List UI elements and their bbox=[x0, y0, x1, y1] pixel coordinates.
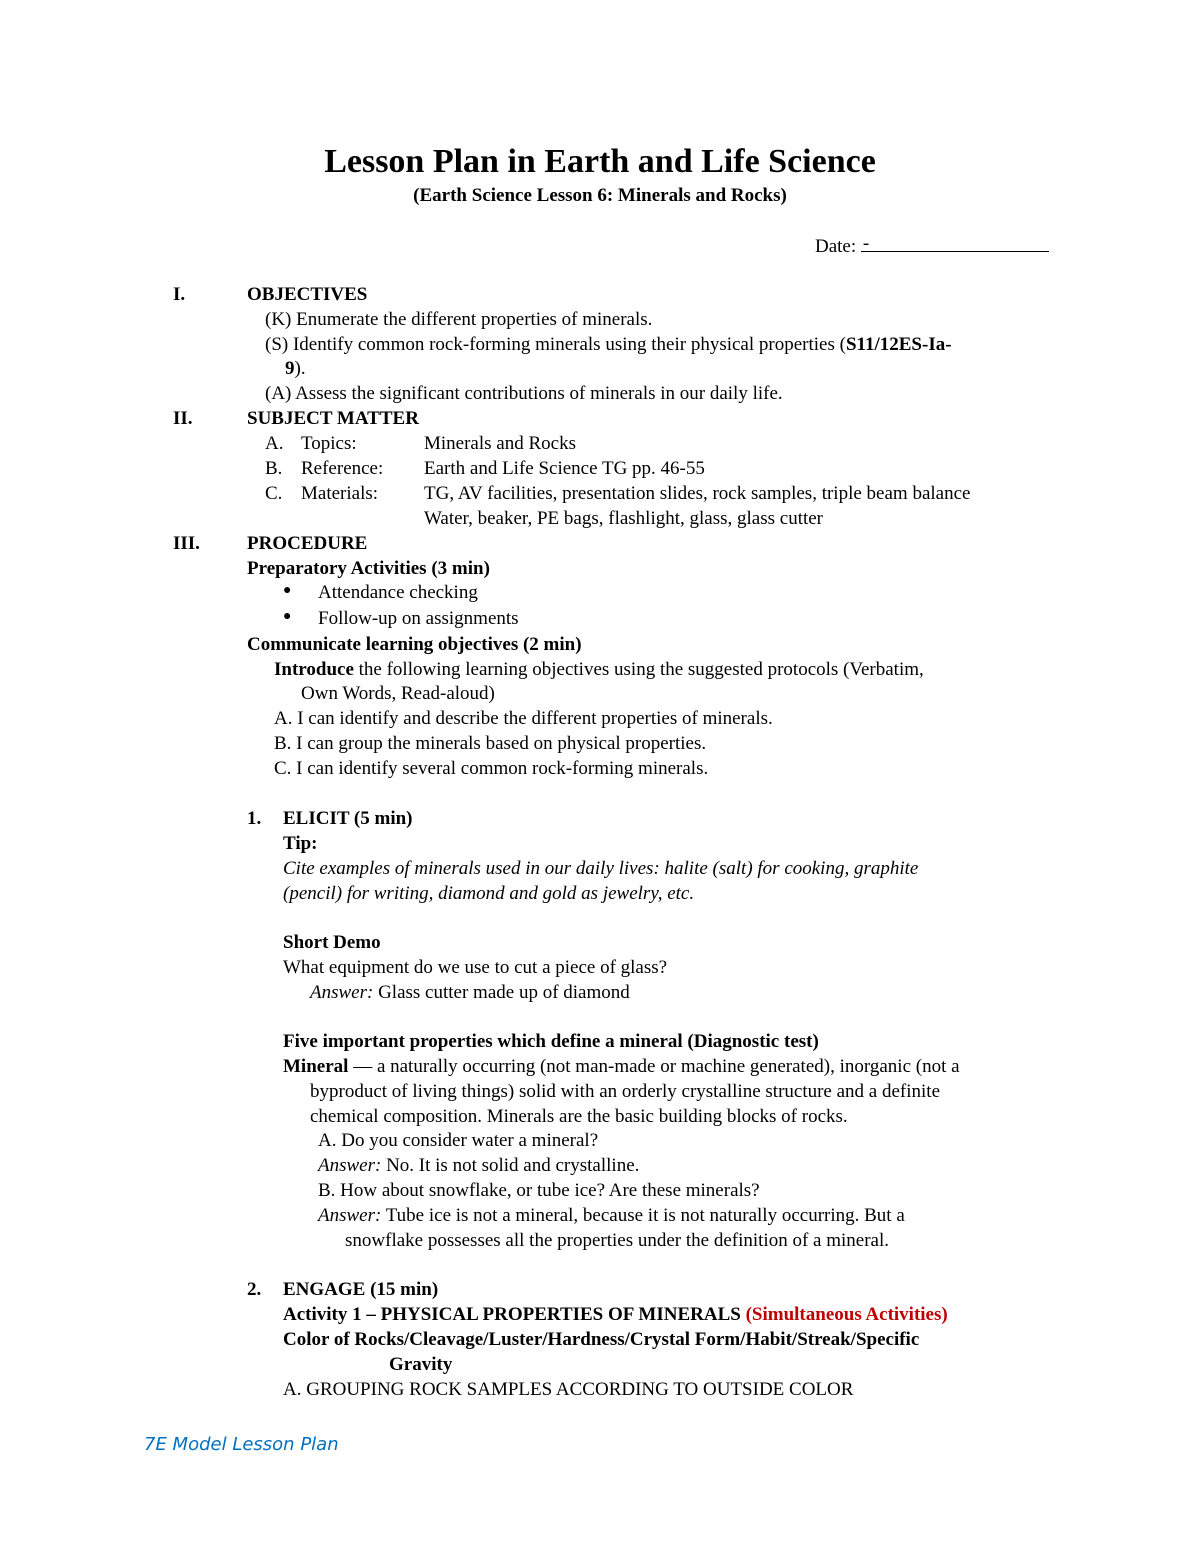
mineral-definition-3: chemical composition. Minerals are the basic building blocks of rocks. bbox=[310, 1106, 848, 1127]
answer-b-label: Answer: bbox=[318, 1205, 382, 1226]
subject-topics-label: Topics: bbox=[301, 433, 357, 454]
short-demo-label: Short Demo bbox=[283, 932, 381, 953]
page-title: Lesson Plan in Earth and Life Science bbox=[324, 143, 876, 180]
grouping-item-a: A. GROUPING ROCK SAMPLES ACCORDING TO OUTSIDE COLOR bbox=[283, 1379, 854, 1400]
simultaneous-activities-tag: (Simultaneous Activities) bbox=[745, 1304, 948, 1325]
subject-materials-letter: C. bbox=[265, 483, 283, 504]
objectives-number: I. bbox=[173, 284, 186, 305]
question-a: A. Do you consider water a mineral? bbox=[318, 1130, 599, 1151]
date-line bbox=[861, 233, 1049, 252]
objective-skill-end: ). bbox=[294, 358, 306, 379]
elicit-number: 1. bbox=[247, 808, 262, 829]
footer-label: 7E Model Lesson Plan bbox=[144, 1434, 339, 1455]
objective-skill bbox=[265, 332, 952, 357]
answer-b-cont: snowflake possesses all the properties under the definition of a mineral. bbox=[345, 1230, 889, 1251]
bullet-followup: Follow-up on assignments bbox=[318, 608, 519, 629]
answer-b bbox=[318, 1203, 905, 1228]
answer-a bbox=[318, 1153, 639, 1178]
objective-skill-code-cont: 9 bbox=[285, 358, 295, 379]
answer-a-label: Answer: bbox=[318, 1155, 382, 1176]
tip-line-1: Cite examples of minerals used in our daily lives: halite (salt) for cooking, graphite bbox=[283, 858, 919, 879]
answer-text: Glass cutter made up of diamond bbox=[373, 982, 630, 1003]
question-b: B. How about snowflake, or tube ice? Are these minerals? bbox=[318, 1180, 760, 1201]
bullet-attendance: Attendance checking bbox=[318, 582, 478, 603]
tip-label: Tip: bbox=[283, 833, 318, 854]
objective-skill-code: S11/12ES-Ia- bbox=[845, 334, 952, 355]
elicit-heading: ELICIT (5 min) bbox=[283, 808, 413, 829]
objectives-heading: OBJECTIVES bbox=[247, 284, 368, 305]
introduce-cont: Own Words, Read-aloud) bbox=[301, 683, 495, 704]
short-demo-answer bbox=[310, 980, 630, 1005]
subject-number: II. bbox=[173, 408, 193, 429]
objective-skill-cont bbox=[285, 356, 306, 381]
introduce-rest: the following learning objectives using the suggested protocols (Verbatim, bbox=[353, 659, 924, 680]
page-subtitle: (Earth Science Lesson 6: Minerals and Rocks) bbox=[413, 185, 787, 206]
learning-objective-b: B. I can group the minerals based on physical properties. bbox=[274, 733, 707, 754]
mineral-definition-1 bbox=[283, 1054, 960, 1079]
date-value: - bbox=[862, 233, 870, 254]
tip-line-2: (pencil) for writing, diamond and gold as jewelry, etc. bbox=[283, 883, 695, 904]
date-label: Date: bbox=[815, 236, 857, 257]
five-properties-heading: Five important properties which define a mineral (Diagnostic test) bbox=[283, 1031, 819, 1052]
learning-objective-a: A. I can identify and describe the different properties of minerals. bbox=[274, 708, 773, 729]
introduce-bold: Introduce bbox=[274, 659, 354, 680]
mineral-term: Mineral bbox=[283, 1056, 349, 1077]
communicate-heading: Communicate learning objectives (2 min) bbox=[247, 634, 582, 655]
bullet-icon: ● bbox=[283, 609, 292, 624]
objective-attitude: (A) Assess the significant contributions of minerals in our daily life. bbox=[265, 383, 783, 404]
answer-a-text: No. It is not solid and crystalline. bbox=[381, 1155, 640, 1176]
objective-skill-text: (S) Identify common rock-forming minerals using their physical properties ( bbox=[265, 334, 846, 355]
introduce-line bbox=[274, 657, 924, 682]
activity-1-title: Activity 1 – PHYSICAL PROPERTIES OF MINERALS bbox=[283, 1304, 741, 1325]
activity-1-line bbox=[283, 1302, 948, 1327]
subject-topics-letter: A. bbox=[265, 433, 284, 454]
date-field bbox=[815, 233, 1049, 259]
subject-reference-letter: B. bbox=[265, 458, 283, 479]
properties-line-1: Color of Rocks/Cleavage/Luster/Hardness/Crystal Form/Habit/Streak/Specific bbox=[283, 1329, 920, 1350]
answer-b-text: Tube ice is not a mineral, because it is not naturally occurring. But a bbox=[381, 1205, 905, 1226]
procedure-heading: PROCEDURE bbox=[247, 533, 368, 554]
preparatory-heading: Preparatory Activities (3 min) bbox=[247, 558, 490, 579]
subject-materials-value: TG, AV facilities, presentation slides, rock samples, triple beam balance bbox=[424, 483, 971, 504]
objective-knowledge: (K) Enumerate the different properties of minerals. bbox=[265, 309, 653, 330]
subject-materials-cont: Water, beaker, PE bags, flashlight, glass, glass cutter bbox=[424, 508, 824, 529]
subject-reference-value: Earth and Life Science TG pp. 46-55 bbox=[424, 458, 705, 479]
engage-number: 2. bbox=[247, 1279, 262, 1300]
subject-reference-label: Reference: bbox=[301, 458, 384, 479]
bullet-icon: ● bbox=[283, 583, 292, 598]
properties-line-2: Gravity bbox=[389, 1354, 453, 1375]
learning-objective-c: C. I can identify several common rock-forming minerals. bbox=[274, 758, 709, 779]
subject-heading: SUBJECT MATTER bbox=[247, 408, 419, 429]
engage-heading: ENGAGE (15 min) bbox=[283, 1279, 439, 1300]
mineral-definition-2: byproduct of living things) solid with an orderly crystalline structure and a definite bbox=[310, 1081, 941, 1102]
short-demo-question: What equipment do we use to cut a piece of glass? bbox=[283, 957, 668, 978]
subject-materials-label: Materials: bbox=[301, 483, 379, 504]
procedure-number: III. bbox=[173, 533, 200, 554]
mineral-def-text: — a naturally occurring (not man-made or machine generated), inorganic (not a bbox=[348, 1056, 960, 1077]
subject-topics-value: Minerals and Rocks bbox=[424, 433, 576, 454]
answer-label: Answer: bbox=[310, 982, 374, 1003]
